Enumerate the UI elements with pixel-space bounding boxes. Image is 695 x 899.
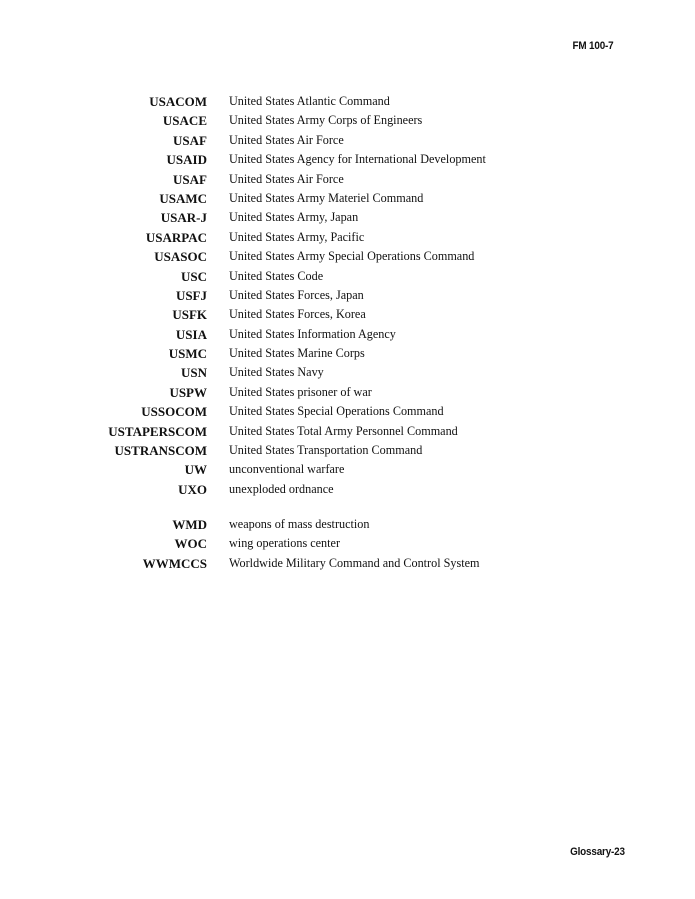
glossary-abbreviation: USARPAC [145,229,207,245]
glossary-definition: United States Air Force [229,171,344,186]
glossary-definition: United States Transportation Command [229,443,423,458]
glossary-abbreviation: USFJ [175,287,207,303]
glossary-abbreviation: USACOM [149,94,207,109]
glossary-entry [0,228,695,247]
glossary-definition: United States Information Agency [229,326,396,341]
glossary-abbreviation: USAF [173,132,207,148]
glossary-entry [0,363,695,382]
glossary-entry [0,208,695,227]
glossary-abbreviation: WMD [172,517,207,532]
glossary-section-w [0,515,695,573]
glossary-abbreviation: UXO [178,481,207,497]
glossary-abbreviation: USFK [172,307,207,323]
page-footer: Glossary-23 [570,846,625,858]
glossary-entry [0,247,695,266]
glossary-definition: United States Agency for International Development [229,152,486,167]
glossary-abbreviation: USAR-J [160,210,207,226]
glossary-definition: United States Forces, Korea [229,307,366,322]
glossary-abbreviation: USIA [175,326,207,342]
glossary-entry [0,189,695,208]
glossary-abbreviation: USASOC [154,249,207,265]
glossary-abbreviation: USMC [168,346,207,362]
glossary-entry [0,344,695,363]
glossary-entry [0,441,695,460]
glossary-abbreviation: USAMC [159,190,207,206]
glossary-abbreviation: USC [180,268,207,284]
glossary-entry [0,534,695,553]
glossary-entry [0,402,695,421]
glossary-entry [0,480,695,499]
glossary-section-u [0,92,695,499]
glossary-definition: United States Army, Pacific [229,229,365,244]
glossary-entry [0,92,695,111]
glossary-definition: United States Air Force [229,132,344,147]
glossary-entry [0,383,695,402]
glossary-definition: United States Army Corps of Engineers [229,113,423,128]
glossary-definition: United States Marine Corps [229,346,365,361]
glossary-definition: Worldwide Military Command and Control System [229,555,480,570]
glossary-abbreviation: USAID [166,152,207,168]
glossary-abbreviation: WOC [174,536,207,552]
glossary-abbreviation: USPW [169,384,207,400]
glossary-abbreviation: WWMCCS [142,555,207,571]
glossary-abbreviation: USAF [173,171,207,187]
glossary-entry [0,305,695,324]
glossary-entry [0,554,695,573]
glossary-entry [0,286,695,305]
glossary-entry [0,267,695,286]
glossary-abbreviation: USSOCOM [141,404,207,420]
glossary-entry [0,422,695,441]
glossary-definition: United States Code [229,268,324,283]
glossary-abbreviation: USTRANSCOM [114,443,207,459]
glossary-entry [0,325,695,344]
glossary-definition: United States Special Operations Command [229,404,444,419]
glossary-abbreviation: USACE [162,113,207,129]
glossary-abbreviation: UW [184,462,207,478]
glossary-definition: United States Atlantic Command [229,94,390,108]
glossary-entry [0,460,695,479]
glossary-definition: United States Army, Japan [229,210,359,225]
glossary-definition: unexploded ordnance [229,481,334,496]
glossary-definition: United States Navy [229,365,324,380]
glossary-definition: wing operations center [229,536,341,551]
glossary-definition: United States prisoner of war [229,384,372,399]
glossary-abbreviation: USN [180,365,207,381]
glossary-entry [0,515,695,534]
glossary-entry [0,131,695,150]
glossary-entry [0,150,695,169]
glossary-definition: United States Total Army Personnel Command [229,423,458,438]
glossary-entry [0,111,695,130]
page-header: FM 100-7 [572,40,613,52]
glossary-definition: unconventional warfare [229,462,345,477]
glossary-definition: United States Forces, Japan [229,287,364,302]
glossary-definition: weapons of mass destruction [229,517,370,531]
glossary-abbreviation: USTAPERSCOM [108,423,207,439]
glossary-definition: United States Army Special Operations Command [229,249,475,264]
glossary-entry [0,170,695,189]
glossary-definition: United States Army Materiel Command [229,190,424,205]
